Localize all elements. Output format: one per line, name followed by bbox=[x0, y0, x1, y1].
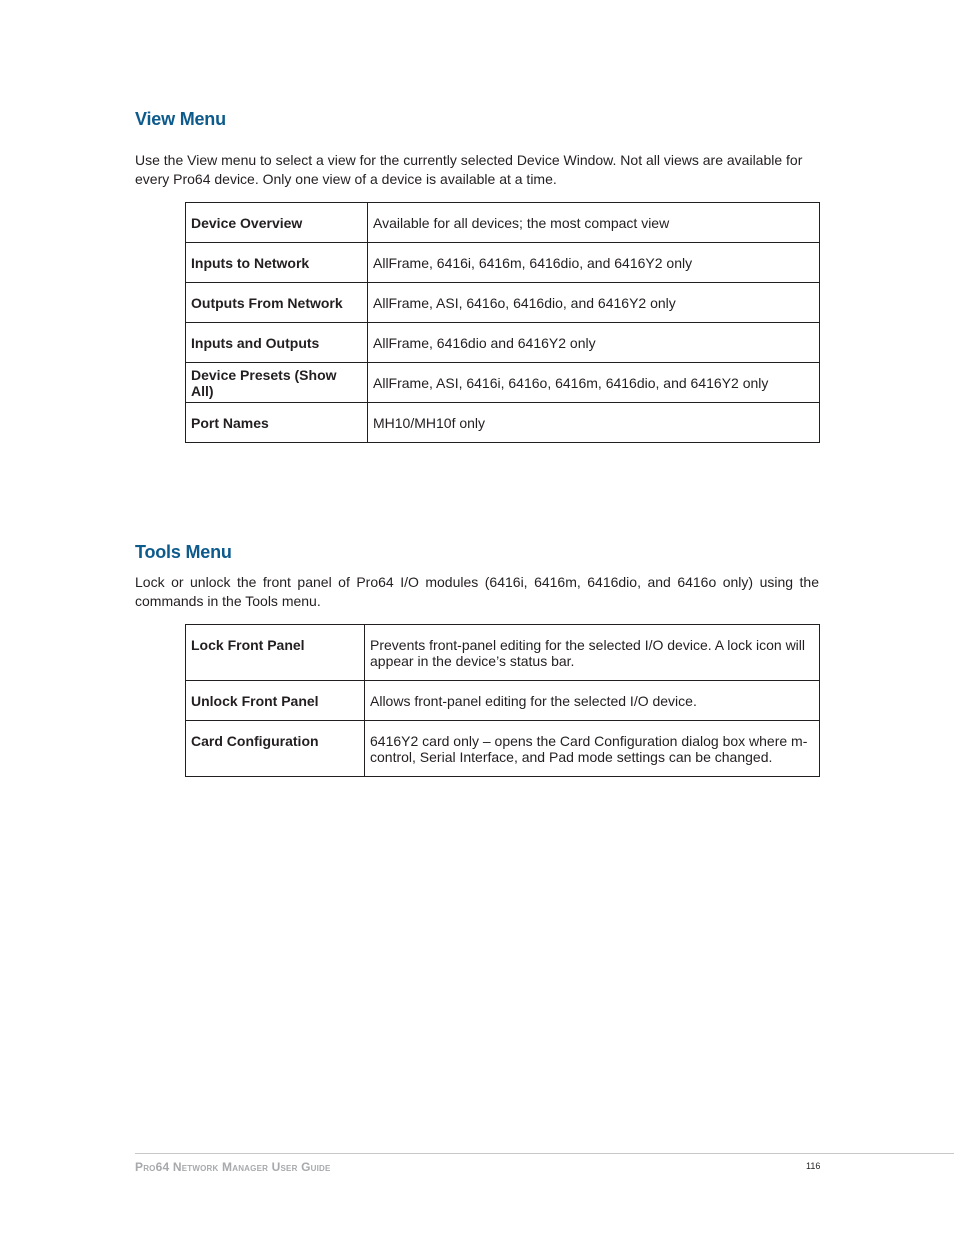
view-option-label: Outputs From Network bbox=[186, 283, 368, 323]
view-option-description: MH10/MH10f only bbox=[368, 403, 820, 443]
view-option-label: Inputs and Outputs bbox=[186, 323, 368, 363]
tools-menu-heading: Tools Menu bbox=[135, 542, 232, 562]
table-row bbox=[186, 243, 820, 283]
table-row bbox=[186, 283, 820, 323]
view-option-label: Device Presets (Show All) bbox=[186, 363, 368, 403]
view-menu-table bbox=[185, 202, 820, 443]
page-number: 116 bbox=[806, 1161, 821, 1171]
table-row bbox=[186, 403, 820, 443]
tools-option-label: Unlock Front Panel bbox=[186, 681, 365, 721]
view-option-description: AllFrame, 6416i, 6416m, 6416dio, and 6416Y2 only bbox=[368, 243, 820, 283]
view-option-description: AllFrame, 6416dio and 6416Y2 only bbox=[368, 323, 820, 363]
table-row bbox=[186, 363, 820, 403]
view-option-label: Device Overview bbox=[186, 203, 368, 243]
footer-divider bbox=[135, 1153, 954, 1154]
table-row bbox=[186, 721, 820, 777]
table-row bbox=[186, 203, 820, 243]
view-menu-intro: Use the View menu to select a view for the currently selected Device Window. Not all views are available for every Pro64 device. Only one view of a device is available at a time. bbox=[135, 152, 803, 187]
tools-menu-table bbox=[185, 624, 820, 777]
view-option-label: Inputs to Network bbox=[186, 243, 368, 283]
tools-option-description: 6416Y2 card only – opens the Card Configuration dialog box where m-control, Serial Interface, and Pad mode settings can be changed. bbox=[365, 721, 820, 777]
view-menu-heading: View Menu bbox=[135, 109, 226, 129]
tools-option-description: Prevents front-panel editing for the selected I/O device. A lock icon will appear in the device’s status bar. bbox=[365, 625, 820, 681]
view-option-description: AllFrame, ASI, 6416o, 6416dio, and 6416Y2 only bbox=[368, 283, 820, 323]
table-row bbox=[186, 323, 820, 363]
tools-option-label: Lock Front Panel bbox=[186, 625, 365, 681]
footer-guide-title: Pro64 Network Manager User Guide bbox=[135, 1160, 331, 1174]
tools-option-label: Card Configuration bbox=[186, 721, 365, 777]
view-option-description: Available for all devices; the most compact view bbox=[368, 203, 820, 243]
table-row bbox=[186, 625, 820, 681]
view-option-description: AllFrame, ASI, 6416i, 6416o, 6416m, 6416dio, and 6416Y2 only bbox=[368, 363, 820, 403]
table-row bbox=[186, 681, 820, 721]
tools-menu-intro: Lock or unlock the front panel of Pro64 I/O modules (6416i, 6416m, 6416dio, and 6416o only) using the commands in the Tools menu. bbox=[135, 574, 819, 609]
tools-option-description: Allows front-panel editing for the selected I/O device. bbox=[365, 681, 820, 721]
view-option-label: Port Names bbox=[186, 403, 368, 443]
